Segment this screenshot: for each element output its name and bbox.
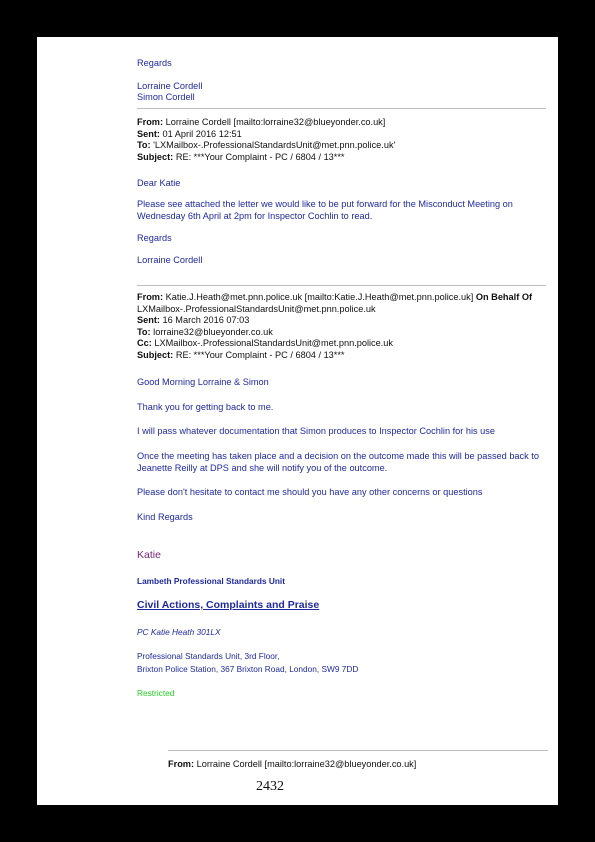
email2-header — [137, 292, 552, 361]
email1-body: Please see attached the letter we would like to be put forward for the Misconduct Meeting on Wednesday 6th April at 2pm for Inspector Cochlin to read. — [137, 199, 513, 221]
email1-header — [137, 117, 552, 163]
email2-paragraph-2: I will pass whatever documentation that Simon produces to Inspector Cochlin for his use — [137, 426, 495, 436]
unit-name: Lambeth Professional Standards Unit — [137, 576, 285, 586]
email1-from: From: Lorraine Cordell [mailto:lorraine32@blueyonder.co.uk] — [137, 117, 386, 127]
email2-cc: Cc: LXMailbox-.ProfessionalStandardsUnit@met.pnn.police.uk — [137, 338, 393, 348]
email1-to: To: 'LXMailbox-.ProfessionalStandardsUnit@met.pnn.police.uk' — [137, 140, 396, 150]
top-name-2: Simon Cordell — [137, 92, 195, 102]
email1-signature: Lorraine Cordell — [137, 255, 203, 265]
address-line-2: Brixton Police Station, 367 Brixton Road, London, SW9 7DD — [137, 663, 359, 674]
divider — [137, 108, 546, 109]
email1-regards: Regards — [137, 233, 172, 243]
email2-greeting: Good Morning Lorraine & Simon — [137, 377, 269, 387]
email2-paragraph-4: Please don't hesitate to contact me should you have any other concerns or questions — [137, 487, 483, 497]
email2-closing: Kind Regards — [137, 512, 193, 522]
signature-name: Katie — [137, 549, 161, 561]
page-number: 2432 — [256, 779, 284, 794]
email2-paragraph-1: Thank you for getting back to me. — [137, 402, 274, 412]
top-name-1: Lorraine Cordell — [137, 81, 203, 91]
address — [137, 650, 358, 675]
email1-sent: Sent: 01 April 2016 12:51 — [137, 128, 242, 139]
email2-paragraph-3: Once the meeting has taken place and a decision on the outcome made this will be passed back to Jeanette Reilly at DPS and she will notify you of the outcome. — [137, 451, 539, 473]
email2-from: From: Katie.J.Heath@met.pnn.police.uk [mailto:Katie.J.Heath@met.pnn.police.uk] On Behalf Of LXMailbox-.ProfessionalStandardsUnit@met.pnn.police.uk — [137, 292, 533, 314]
email1-greeting: Dear Katie — [137, 178, 181, 188]
top-regards: Regards — [137, 58, 172, 68]
classification-label: Restricted — [137, 688, 175, 698]
email1-subject: Subject: RE: ***Your Complaint - PC / 6804 / 13*** — [137, 151, 345, 162]
document-page — [37, 37, 558, 805]
civil-actions-link[interactable]: Civil Actions, Complaints and Praise — [137, 599, 320, 611]
divider — [137, 285, 546, 286]
address-line-1: Professional Standards Unit, 3rd Floor, — [137, 651, 280, 661]
email3-from: From: Lorraine Cordell [mailto:lorraine32@blueyonder.co.uk] — [168, 759, 417, 769]
officer-name: PC Katie Heath 301LX — [137, 627, 221, 637]
divider — [168, 750, 548, 751]
email2-to: To: lorraine32@blueyonder.co.uk — [137, 326, 273, 337]
email2-subject: Subject: RE: ***Your Complaint - PC / 6804 / 13*** — [137, 349, 345, 360]
email2-sent: Sent: 16 March 2016 07:03 — [137, 315, 250, 325]
